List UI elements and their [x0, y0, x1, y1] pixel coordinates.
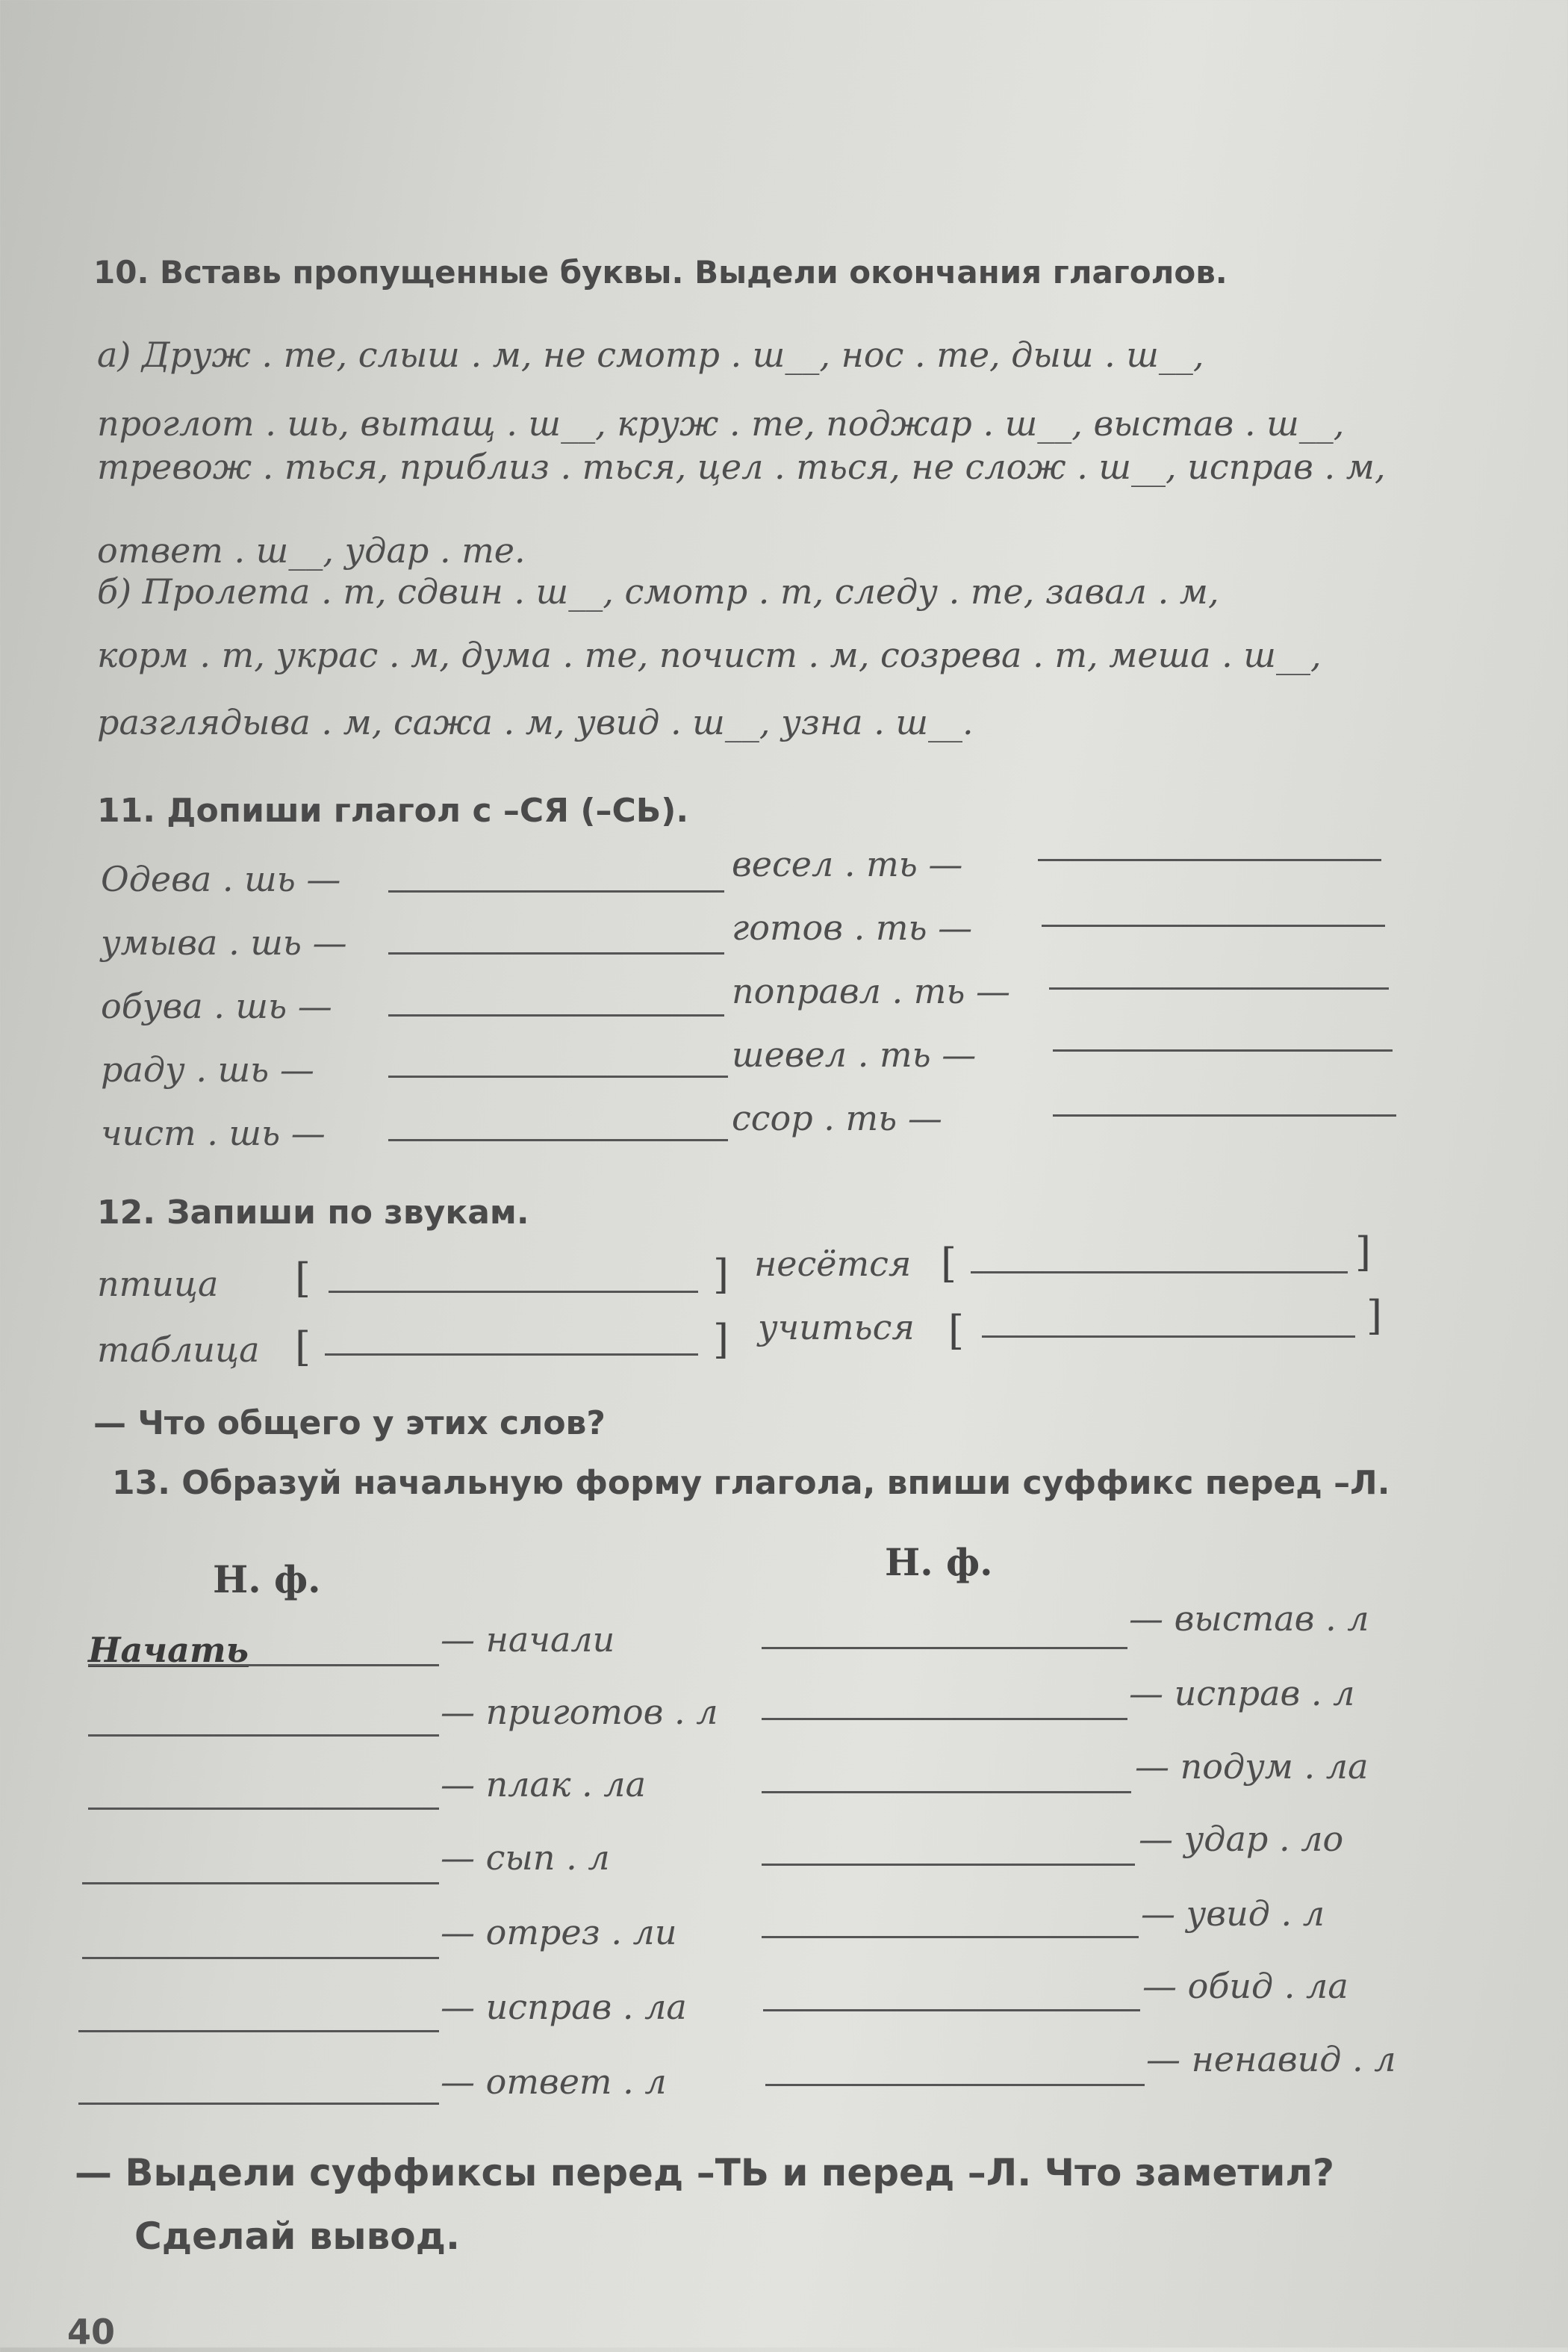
close-bracket: ] — [1366, 1292, 1383, 1339]
ex11-right-word: поправл . ть — — [732, 971, 1011, 1011]
close-bracket: ] — [713, 1251, 729, 1298]
ex11-left-word: умыва . шь — — [101, 922, 347, 963]
exercise-10-line: б) Пролета . т, сдвин . ш__, смотр . т, следу . те, завал . м, — [97, 571, 1219, 612]
open-bracket: [ — [941, 1240, 957, 1287]
ex13-sample-answer: Начать — [88, 1630, 249, 1670]
close-bracket: ] — [1355, 1229, 1372, 1276]
ex13-answer-line-right[interactable] — [765, 2084, 1145, 2086]
exercise-10-line: тревож . ться, приблиз . ться, цел . ться, не слож . ш__, исправ . м, — [97, 447, 1386, 487]
final-task-line-2: Сделай вывод. — [134, 2215, 461, 2258]
exercise-10-line: разглядыва . м, сажа . м, увид . ш__, узна . ш__. — [97, 702, 974, 742]
open-bracket: [ — [948, 1307, 965, 1354]
ex11-left-word: чист . шь — — [101, 1113, 326, 1153]
ex12-word: птица — [97, 1264, 219, 1304]
ex11-answer-line[interactable] — [388, 1139, 728, 1141]
ex11-left-word: раду . шь — — [101, 1049, 314, 1090]
ex13-answer-line-left[interactable] — [82, 1957, 439, 1959]
ex11-right-word: ссор . ть — — [732, 1098, 942, 1138]
ex13-left-word: — плак . ла — [441, 1764, 647, 1805]
ex13-answer-line-left[interactable] — [88, 1664, 439, 1666]
ex13-answer-line-left[interactable] — [78, 2030, 439, 2032]
ex13-right-word: — обид . ла — [1142, 1966, 1348, 2006]
ex12-word: несётся — [754, 1244, 912, 1284]
exercise-13-title: 13. Образуй начальную форму глагола, впиши суффикс перед –Л. — [112, 1464, 1390, 1502]
ex12-transcription-line[interactable] — [982, 1335, 1355, 1338]
ex11-right-word: шевел . ть — — [732, 1034, 977, 1075]
page-number: 40 — [67, 2312, 116, 2352]
ex13-right-word: — подум . ла — [1135, 1746, 1369, 1787]
exercise-10-line: ответ . ш__, удар . те. — [97, 530, 526, 571]
exercise-10-title: 10. Вставь пропущенные буквы. Выдели окончания глаголов. — [93, 254, 1228, 291]
ex13-left-word: — начали — [441, 1619, 615, 1660]
ex12-transcription-line[interactable] — [325, 1353, 698, 1356]
ex13-answer-line-left[interactable] — [78, 2103, 439, 2105]
ex13-left-word: — ответ . л — [441, 2061, 667, 2102]
ex13-answer-line-right[interactable] — [762, 1718, 1127, 1720]
exercise-11-title: 11. Допиши глагол с –СЯ (–СЬ). — [97, 792, 689, 830]
ex13-answer-line-right[interactable] — [762, 1936, 1139, 1938]
ex11-answer-line[interactable] — [388, 1076, 728, 1078]
ex12-word: учиться — [758, 1307, 915, 1347]
open-bracket: [ — [295, 1324, 311, 1371]
ex11-left-word: Одева . шь — — [101, 859, 341, 899]
ex13-left-word: — отрез . ли — [441, 1912, 677, 1952]
ex13-right-word: — ненавид . л — [1146, 2039, 1396, 2079]
ex11-answer-line[interactable] — [1042, 925, 1385, 927]
exercise-10-line: а) Друж . те, слыш . м, не смотр . ш__, нос . те, дыш . ш__, — [97, 335, 1204, 375]
ex11-left-word: обува . шь — — [101, 986, 332, 1026]
ex13-right-word: — выстав . л — [1129, 1598, 1369, 1639]
ex12-transcription-line[interactable] — [971, 1271, 1348, 1273]
ex12-word: таблица — [97, 1329, 260, 1370]
ex11-answer-line[interactable] — [1053, 1114, 1396, 1117]
ex11-answer-line[interactable] — [1053, 1049, 1393, 1052]
ex13-right-word: — исправ . л — [1129, 1673, 1355, 1713]
ex13-answer-line-left[interactable] — [88, 1734, 439, 1737]
ex13-col-header-left: Н. ф. — [213, 1557, 321, 1601]
ex11-right-word: готов . ть — — [732, 907, 973, 948]
ex11-answer-line[interactable] — [1049, 987, 1389, 990]
ex11-answer-line[interactable] — [1038, 859, 1381, 861]
ex11-answer-line[interactable] — [388, 1014, 724, 1017]
ex11-answer-line[interactable] — [388, 952, 724, 955]
ex13-answer-line-right[interactable] — [762, 1864, 1135, 1866]
ex11-answer-line[interactable] — [388, 890, 724, 893]
final-task-line-1: — Выдели суффиксы перед –ТЬ и перед –Л. Что заметил? — [75, 2151, 1335, 2194]
ex13-right-word: — удар . ло — [1139, 1819, 1344, 1859]
open-bracket: [ — [295, 1255, 311, 1302]
close-bracket: ] — [713, 1316, 729, 1363]
exercise-10-line: проглот . шь, вытащ . ш__, круж . те, поджар . ш__, выстав . ш__, — [97, 403, 1345, 444]
ex13-answer-line-left[interactable] — [82, 1882, 439, 1884]
exercise-12-title: 12. Запиши по звукам. — [97, 1194, 529, 1232]
ex13-right-word: — увид . л — [1141, 1893, 1325, 1934]
ex12-transcription-line[interactable] — [329, 1291, 698, 1293]
ex13-answer-line-right[interactable] — [762, 1647, 1127, 1649]
ex13-col-header-right: Н. ф. — [885, 1540, 993, 1584]
ex13-answer-line-left[interactable] — [88, 1808, 439, 1810]
ex13-left-word: — исправ . ла — [441, 1987, 687, 2027]
ex13-answer-line-right[interactable] — [762, 1791, 1131, 1793]
ex12-question: — Что общего у этих слов? — [93, 1404, 606, 1442]
exercise-10-line: корм . т, украс . м, дума . те, почист . м, созрева . т, меша . ш__, — [97, 635, 1322, 675]
ex13-left-word: — приготов . л — [441, 1692, 718, 1732]
ex11-right-word: весел . ть — — [732, 844, 963, 884]
ex13-answer-line-right[interactable] — [763, 2009, 1140, 2011]
ex13-left-word: — сып . л — [441, 1837, 610, 1878]
